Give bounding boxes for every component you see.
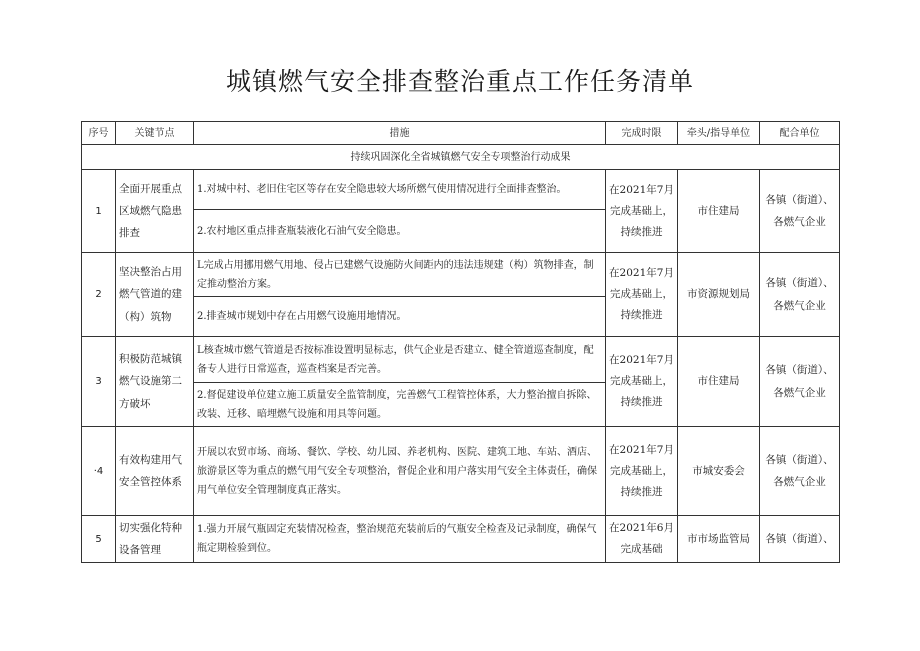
row-time: 在2021年7月完成基础上，持续推进 <box>606 427 678 516</box>
row-coop: 各镇（街道）、各燃气企业 <box>760 337 840 427</box>
row-measure: 2.排查城市规划中存在占用燃气设施用地情况。 <box>194 297 606 337</box>
table-row <box>82 427 840 516</box>
table-row <box>82 253 840 297</box>
task-table <box>81 121 840 563</box>
row-time: 在2021年7月完成基础上，持续推进 <box>606 253 678 337</box>
row-node: 坚决整治占用燃气管道的建（构）筑物 <box>116 253 194 337</box>
header-coop: 配合单位 <box>760 122 840 145</box>
row-measure: 1.强力开展气瓶固定充装情况检查，整治规范充装前后的气瓶安全检查及记录制度，确保气瓶定期检验到位。 <box>194 516 606 563</box>
row-measure: 1.对城中村、老旧住宅区等存在安全隐患较大场所燃气使用情况进行全面排查整治。 <box>194 170 606 210</box>
row-measure: L核查城市燃气管道是否按标准设置明显标志，供气企业是否建立、健全管道巡查制度，配备专人进行日常巡查，巡查档案是否完善。 <box>194 337 606 383</box>
table-row <box>82 170 840 210</box>
row-seq: ·4 <box>82 427 116 516</box>
row-measure: 2.农村地区重点排查瓶装液化石油气安全隐患。 <box>194 210 606 253</box>
section-title: 持续巩固深化全省城镇燃气安全专项整治行动成果 <box>82 145 840 170</box>
row-seq: 1 <box>82 170 116 253</box>
row-seq: 3 <box>82 337 116 427</box>
row-node: 有效构建用气安全管控体系 <box>116 427 194 516</box>
header-node: 关键节点 <box>116 122 194 145</box>
row-measure: 开展以农贸市场、商场、餐饮、学校、幼儿园、养老机构、医院、建筑工地、车站、酒店、旅游景区等为重点的燃气用气安全专项整治，督促企业和用户落实用气安全主体责任，确保用气单位安全管理制度真正落实。 <box>194 427 606 516</box>
row-node: 积极防范城镇燃气设施第二方破坏 <box>116 337 194 427</box>
page-title: 城镇燃气安全排查整治重点工作任务清单 <box>225 67 694 96</box>
row-lead: 市城安委会 <box>678 427 760 516</box>
row-coop: 各镇（街道）、各燃气企业 <box>760 427 840 516</box>
row-seq: 5 <box>82 516 116 563</box>
row-seq: 2 <box>82 253 116 337</box>
row-time: 在2021年6月完成基础 <box>606 516 678 563</box>
row-measure: 2.督促建设单位建立施工质量安全监管制度，完善燃气工程管控体系，大力整治擅自拆除、改装、迁移、暗埋燃气设施和用具等问题。 <box>194 383 606 427</box>
row-lead: 市住建局 <box>678 170 760 253</box>
row-node: 全面开展重点区域燃气隐患排查 <box>116 170 194 253</box>
table-row <box>82 337 840 383</box>
row-measure: L完成占用挪用燃气用地、侵占已建燃气设施防火间距内的违法违规建（构）筑物排查，制定推动整治方案。 <box>194 253 606 297</box>
row-lead: 市市场监管局 <box>678 516 760 563</box>
row-node: 切实强化特种设备管理 <box>116 516 194 563</box>
section-row <box>82 145 840 170</box>
row-time: 在2021年7月完成基础上，持续推进 <box>606 337 678 427</box>
table-header-row <box>82 122 840 145</box>
row-lead: 市资源规划局 <box>678 253 760 337</box>
header-time: 完成时限 <box>606 122 678 145</box>
row-coop: 各镇（街道）、各燃气企业 <box>760 253 840 337</box>
row-time: 在2021年7月完成基础上，持续推进 <box>606 170 678 253</box>
header-measures: 措施 <box>194 122 606 145</box>
header-lead: 牵头/指导单位 <box>678 122 760 145</box>
table-row <box>82 516 840 563</box>
row-lead: 市住建局 <box>678 337 760 427</box>
header-seq: 序号 <box>82 122 116 145</box>
row-coop: 各镇（街道）、 <box>760 516 840 563</box>
row-coop: 各镇（街道）、各燃气企业 <box>760 170 840 253</box>
